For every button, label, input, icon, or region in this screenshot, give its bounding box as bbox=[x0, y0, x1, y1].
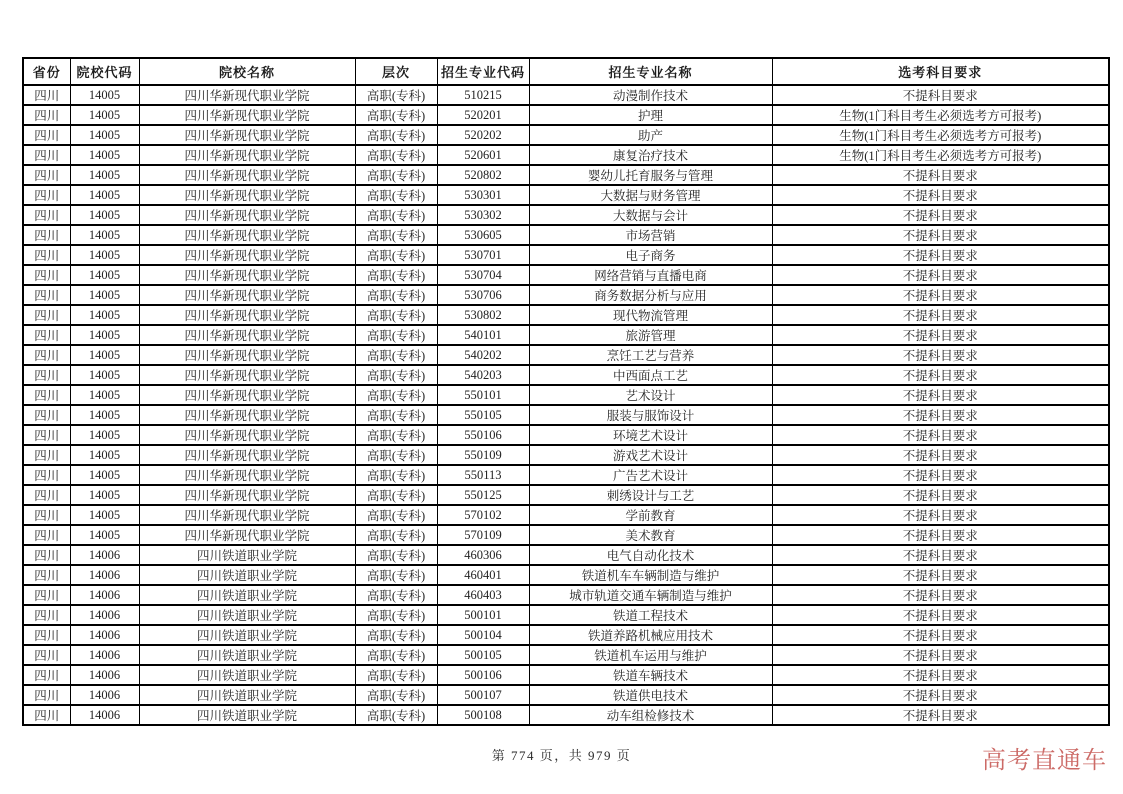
cell-college_code: 14006 bbox=[70, 585, 139, 605]
table-row bbox=[23, 385, 1109, 405]
cell-major_code: 460306 bbox=[437, 545, 529, 565]
cell-major_name: 电子商务 bbox=[529, 245, 772, 265]
cell-requirement: 不提科目要求 bbox=[772, 345, 1109, 365]
cell-college_name: 四川华新现代职业学院 bbox=[139, 445, 355, 465]
table-row bbox=[23, 625, 1109, 645]
table-row bbox=[23, 525, 1109, 545]
cell-college_name: 四川铁道职业学院 bbox=[139, 625, 355, 645]
cell-college_code: 14005 bbox=[70, 465, 139, 485]
table-row bbox=[23, 585, 1109, 605]
cell-level: 高职(专科) bbox=[355, 505, 437, 525]
cell-requirement: 不提科目要求 bbox=[772, 645, 1109, 665]
cell-major_name: 助产 bbox=[529, 125, 772, 145]
cell-college_name: 四川华新现代职业学院 bbox=[139, 465, 355, 485]
cell-college_code: 14006 bbox=[70, 665, 139, 685]
cell-major_code: 500108 bbox=[437, 705, 529, 725]
cell-level: 高职(专科) bbox=[355, 425, 437, 445]
cell-college_name: 四川华新现代职业学院 bbox=[139, 225, 355, 245]
cell-major_code: 530301 bbox=[437, 185, 529, 205]
cell-college_code: 14005 bbox=[70, 345, 139, 365]
cell-college_code: 14005 bbox=[70, 105, 139, 125]
cell-requirement: 不提科目要求 bbox=[772, 605, 1109, 625]
cell-requirement: 不提科目要求 bbox=[772, 365, 1109, 385]
cell-major_code: 500106 bbox=[437, 665, 529, 685]
cell-province: 四川 bbox=[23, 425, 70, 445]
table-row bbox=[23, 305, 1109, 325]
cell-province: 四川 bbox=[23, 705, 70, 725]
cell-level: 高职(专科) bbox=[355, 605, 437, 625]
table-row bbox=[23, 445, 1109, 465]
cell-requirement: 不提科目要求 bbox=[772, 325, 1109, 345]
cell-college_code: 14005 bbox=[70, 225, 139, 245]
cell-province: 四川 bbox=[23, 445, 70, 465]
cell-province: 四川 bbox=[23, 365, 70, 385]
cell-level: 高职(专科) bbox=[355, 185, 437, 205]
cell-college_name: 四川华新现代职业学院 bbox=[139, 245, 355, 265]
cell-college_code: 14005 bbox=[70, 165, 139, 185]
cell-requirement: 不提科目要求 bbox=[772, 225, 1109, 245]
cell-major_name: 网络营销与直播电商 bbox=[529, 265, 772, 285]
cell-college_code: 14005 bbox=[70, 245, 139, 265]
cell-level: 高职(专科) bbox=[355, 565, 437, 585]
table-row bbox=[23, 85, 1109, 105]
table-row bbox=[23, 165, 1109, 185]
cell-college_name: 四川华新现代职业学院 bbox=[139, 385, 355, 405]
cell-province: 四川 bbox=[23, 505, 70, 525]
cell-college_code: 14006 bbox=[70, 605, 139, 625]
cell-major_code: 550106 bbox=[437, 425, 529, 445]
cell-province: 四川 bbox=[23, 165, 70, 185]
cell-major_code: 570109 bbox=[437, 525, 529, 545]
cell-level: 高职(专科) bbox=[355, 345, 437, 365]
cell-province: 四川 bbox=[23, 105, 70, 125]
cell-major_name: 城市轨道交通车辆制造与维护 bbox=[529, 585, 772, 605]
cell-college_name: 四川华新现代职业学院 bbox=[139, 125, 355, 145]
table-row bbox=[23, 245, 1109, 265]
table-row bbox=[23, 685, 1109, 705]
cell-college_code: 14005 bbox=[70, 185, 139, 205]
cell-college_name: 四川华新现代职业学院 bbox=[139, 305, 355, 325]
cell-major_code: 510215 bbox=[437, 85, 529, 105]
cell-province: 四川 bbox=[23, 525, 70, 545]
cell-requirement: 不提科目要求 bbox=[772, 165, 1109, 185]
cell-college_code: 14005 bbox=[70, 485, 139, 505]
cell-province: 四川 bbox=[23, 265, 70, 285]
cell-level: 高职(专科) bbox=[355, 285, 437, 305]
cell-major_code: 520601 bbox=[437, 145, 529, 165]
admissions-table-container bbox=[22, 57, 1108, 726]
cell-level: 高职(专科) bbox=[355, 685, 437, 705]
cell-requirement: 不提科目要求 bbox=[772, 405, 1109, 425]
cell-level: 高职(专科) bbox=[355, 405, 437, 425]
cell-major_code: 550105 bbox=[437, 405, 529, 425]
cell-requirement: 不提科目要求 bbox=[772, 705, 1109, 725]
cell-college_code: 14005 bbox=[70, 265, 139, 285]
cell-requirement: 不提科目要求 bbox=[772, 205, 1109, 225]
cell-province: 四川 bbox=[23, 685, 70, 705]
admissions-table bbox=[22, 57, 1110, 726]
table-row bbox=[23, 425, 1109, 445]
cell-major_name: 美术教育 bbox=[529, 525, 772, 545]
cell-college_name: 四川华新现代职业学院 bbox=[139, 505, 355, 525]
header-cell-major-code: 招生专业代码 bbox=[437, 58, 529, 85]
cell-province: 四川 bbox=[23, 125, 70, 145]
cell-college_name: 四川华新现代职业学院 bbox=[139, 485, 355, 505]
cell-requirement: 不提科目要求 bbox=[772, 465, 1109, 485]
cell-province: 四川 bbox=[23, 605, 70, 625]
cell-province: 四川 bbox=[23, 465, 70, 485]
cell-level: 高职(专科) bbox=[355, 525, 437, 545]
cell-college_name: 四川华新现代职业学院 bbox=[139, 165, 355, 185]
cell-province: 四川 bbox=[23, 645, 70, 665]
cell-major_name: 电气自动化技术 bbox=[529, 545, 772, 565]
cell-college_name: 四川铁道职业学院 bbox=[139, 665, 355, 685]
table-row bbox=[23, 205, 1109, 225]
cell-province: 四川 bbox=[23, 225, 70, 245]
footer-brand-logo: 高考直通车 bbox=[982, 748, 1107, 774]
cell-province: 四川 bbox=[23, 145, 70, 165]
cell-province: 四川 bbox=[23, 205, 70, 225]
cell-level: 高职(专科) bbox=[355, 485, 437, 505]
cell-major_code: 540203 bbox=[437, 365, 529, 385]
cell-college_code: 14005 bbox=[70, 525, 139, 545]
header-cell-college-code: 院校代码 bbox=[70, 58, 139, 85]
cell-level: 高职(专科) bbox=[355, 305, 437, 325]
cell-college_code: 14005 bbox=[70, 285, 139, 305]
cell-college_name: 四川华新现代职业学院 bbox=[139, 85, 355, 105]
cell-requirement: 不提科目要求 bbox=[772, 485, 1109, 505]
cell-college_code: 14005 bbox=[70, 505, 139, 525]
header-cell-level: 层次 bbox=[355, 58, 437, 85]
cell-college_code: 14005 bbox=[70, 85, 139, 105]
cell-major_name: 铁道供电技术 bbox=[529, 685, 772, 705]
cell-major_code: 540202 bbox=[437, 345, 529, 365]
cell-major_code: 530704 bbox=[437, 265, 529, 285]
cell-major_code: 520802 bbox=[437, 165, 529, 185]
cell-college_code: 14006 bbox=[70, 565, 139, 585]
cell-college_name: 四川华新现代职业学院 bbox=[139, 345, 355, 365]
table-row bbox=[23, 605, 1109, 625]
cell-major_code: 570102 bbox=[437, 505, 529, 525]
cell-level: 高职(专科) bbox=[355, 445, 437, 465]
cell-college_name: 四川华新现代职业学院 bbox=[139, 285, 355, 305]
cell-province: 四川 bbox=[23, 665, 70, 685]
cell-level: 高职(专科) bbox=[355, 585, 437, 605]
cell-level: 高职(专科) bbox=[355, 85, 437, 105]
cell-province: 四川 bbox=[23, 545, 70, 565]
cell-major_code: 500107 bbox=[437, 685, 529, 705]
cell-major_name: 护理 bbox=[529, 105, 772, 125]
cell-level: 高职(专科) bbox=[355, 105, 437, 125]
cell-requirement: 生物(1门科目考生必须选考方可报考) bbox=[772, 125, 1109, 145]
cell-major_name: 艺术设计 bbox=[529, 385, 772, 405]
cell-major_code: 550109 bbox=[437, 445, 529, 465]
cell-province: 四川 bbox=[23, 85, 70, 105]
cell-major_code: 550101 bbox=[437, 385, 529, 405]
cell-province: 四川 bbox=[23, 625, 70, 645]
cell-major_name: 旅游管理 bbox=[529, 325, 772, 345]
cell-college_code: 14005 bbox=[70, 445, 139, 465]
cell-college_code: 14006 bbox=[70, 545, 139, 565]
cell-college_name: 四川华新现代职业学院 bbox=[139, 185, 355, 205]
cell-level: 高职(专科) bbox=[355, 165, 437, 185]
cell-requirement: 不提科目要求 bbox=[772, 545, 1109, 565]
cell-level: 高职(专科) bbox=[355, 385, 437, 405]
table-row bbox=[23, 125, 1109, 145]
cell-major_code: 530706 bbox=[437, 285, 529, 305]
cell-requirement: 不提科目要求 bbox=[772, 685, 1109, 705]
cell-level: 高职(专科) bbox=[355, 705, 437, 725]
table-row bbox=[23, 225, 1109, 245]
cell-level: 高职(专科) bbox=[355, 265, 437, 285]
cell-major_name: 动漫制作技术 bbox=[529, 85, 772, 105]
table-row bbox=[23, 105, 1109, 125]
cell-requirement: 不提科目要求 bbox=[772, 185, 1109, 205]
cell-college_code: 14005 bbox=[70, 125, 139, 145]
cell-major_name: 刺绣设计与工艺 bbox=[529, 485, 772, 505]
cell-college_code: 14005 bbox=[70, 385, 139, 405]
cell-college_name: 四川铁道职业学院 bbox=[139, 565, 355, 585]
cell-college_code: 14006 bbox=[70, 705, 139, 725]
cell-major_name: 现代物流管理 bbox=[529, 305, 772, 325]
table-row bbox=[23, 285, 1109, 305]
cell-province: 四川 bbox=[23, 385, 70, 405]
cell-college_code: 14005 bbox=[70, 205, 139, 225]
cell-college_code: 14005 bbox=[70, 305, 139, 325]
cell-major_code: 500101 bbox=[437, 605, 529, 625]
cell-major_code: 540101 bbox=[437, 325, 529, 345]
cell-requirement: 不提科目要求 bbox=[772, 665, 1109, 685]
cell-level: 高职(专科) bbox=[355, 125, 437, 145]
cell-major_name: 铁道机车运用与维护 bbox=[529, 645, 772, 665]
table-row bbox=[23, 365, 1109, 385]
cell-requirement: 生物(1门科目考生必须选考方可报考) bbox=[772, 145, 1109, 165]
cell-major_name: 大数据与财务管理 bbox=[529, 185, 772, 205]
table-row bbox=[23, 265, 1109, 285]
cell-requirement: 不提科目要求 bbox=[772, 285, 1109, 305]
cell-major_code: 530802 bbox=[437, 305, 529, 325]
cell-requirement: 不提科目要求 bbox=[772, 625, 1109, 645]
table-row bbox=[23, 405, 1109, 425]
cell-major_code: 550113 bbox=[437, 465, 529, 485]
cell-province: 四川 bbox=[23, 485, 70, 505]
cell-major_name: 商务数据分析与应用 bbox=[529, 285, 772, 305]
cell-major_name: 学前教育 bbox=[529, 505, 772, 525]
cell-level: 高职(专科) bbox=[355, 665, 437, 685]
cell-major_code: 530701 bbox=[437, 245, 529, 265]
cell-major_code: 530605 bbox=[437, 225, 529, 245]
table-row bbox=[23, 665, 1109, 685]
cell-major_name: 铁道工程技术 bbox=[529, 605, 772, 625]
cell-requirement: 不提科目要求 bbox=[772, 265, 1109, 285]
cell-level: 高职(专科) bbox=[355, 245, 437, 265]
cell-province: 四川 bbox=[23, 305, 70, 325]
cell-college_name: 四川铁道职业学院 bbox=[139, 605, 355, 625]
cell-province: 四川 bbox=[23, 565, 70, 585]
cell-requirement: 不提科目要求 bbox=[772, 425, 1109, 445]
cell-major_name: 动车组检修技术 bbox=[529, 705, 772, 725]
cell-college_name: 四川铁道职业学院 bbox=[139, 705, 355, 725]
cell-major_name: 环境艺术设计 bbox=[529, 425, 772, 445]
cell-major_name: 铁道养路机械应用技术 bbox=[529, 625, 772, 645]
cell-requirement: 不提科目要求 bbox=[772, 505, 1109, 525]
cell-major_name: 游戏艺术设计 bbox=[529, 445, 772, 465]
cell-major_code: 500104 bbox=[437, 625, 529, 645]
cell-college_name: 四川华新现代职业学院 bbox=[139, 105, 355, 125]
cell-requirement: 不提科目要求 bbox=[772, 305, 1109, 325]
cell-major_name: 铁道车辆技术 bbox=[529, 665, 772, 685]
header-cell-major-name: 招生专业名称 bbox=[529, 58, 772, 85]
cell-college_name: 四川铁道职业学院 bbox=[139, 645, 355, 665]
cell-level: 高职(专科) bbox=[355, 325, 437, 345]
header-cell-requirement: 选考科目要求 bbox=[772, 58, 1109, 85]
cell-major_name: 市场营销 bbox=[529, 225, 772, 245]
cell-major_code: 550125 bbox=[437, 485, 529, 505]
cell-college_name: 四川铁道职业学院 bbox=[139, 685, 355, 705]
cell-major_name: 铁道机车车辆制造与维护 bbox=[529, 565, 772, 585]
cell-province: 四川 bbox=[23, 325, 70, 345]
cell-requirement: 不提科目要求 bbox=[772, 445, 1109, 465]
cell-level: 高职(专科) bbox=[355, 225, 437, 245]
cell-level: 高职(专科) bbox=[355, 645, 437, 665]
cell-major_code: 460403 bbox=[437, 585, 529, 605]
cell-major_code: 530302 bbox=[437, 205, 529, 225]
cell-level: 高职(专科) bbox=[355, 145, 437, 165]
cell-college_code: 14006 bbox=[70, 625, 139, 645]
cell-province: 四川 bbox=[23, 185, 70, 205]
cell-major_code: 520201 bbox=[437, 105, 529, 125]
table-body bbox=[23, 85, 1109, 725]
cell-level: 高职(专科) bbox=[355, 625, 437, 645]
cell-college_code: 14005 bbox=[70, 365, 139, 385]
cell-major_name: 大数据与会计 bbox=[529, 205, 772, 225]
cell-requirement: 生物(1门科目考生必须选考方可报考) bbox=[772, 105, 1109, 125]
cell-major_code: 500105 bbox=[437, 645, 529, 665]
cell-requirement: 不提科目要求 bbox=[772, 525, 1109, 545]
cell-college_code: 14005 bbox=[70, 325, 139, 345]
cell-major_code: 460401 bbox=[437, 565, 529, 585]
cell-requirement: 不提科目要求 bbox=[772, 85, 1109, 105]
cell-major_code: 520202 bbox=[437, 125, 529, 145]
cell-college_name: 四川华新现代职业学院 bbox=[139, 205, 355, 225]
cell-requirement: 不提科目要求 bbox=[772, 385, 1109, 405]
header-cell-province: 省份 bbox=[23, 58, 70, 85]
cell-college_name: 四川华新现代职业学院 bbox=[139, 425, 355, 445]
cell-college_code: 14005 bbox=[70, 405, 139, 425]
table-row bbox=[23, 565, 1109, 585]
cell-level: 高职(专科) bbox=[355, 365, 437, 385]
cell-major_name: 康复治疗技术 bbox=[529, 145, 772, 165]
cell-level: 高职(专科) bbox=[355, 545, 437, 565]
table-row bbox=[23, 185, 1109, 205]
cell-province: 四川 bbox=[23, 245, 70, 265]
cell-college_name: 四川华新现代职业学院 bbox=[139, 365, 355, 385]
table-row bbox=[23, 705, 1109, 725]
table-row bbox=[23, 465, 1109, 485]
table-row bbox=[23, 325, 1109, 345]
cell-level: 高职(专科) bbox=[355, 465, 437, 485]
footer-page-info: 第 774 页，共 979 页 bbox=[491, 748, 632, 763]
cell-college_name: 四川华新现代职业学院 bbox=[139, 145, 355, 165]
cell-province: 四川 bbox=[23, 585, 70, 605]
cell-college_name: 四川华新现代职业学院 bbox=[139, 325, 355, 345]
cell-college_name: 四川华新现代职业学院 bbox=[139, 405, 355, 425]
cell-college_code: 14005 bbox=[70, 145, 139, 165]
table-row bbox=[23, 645, 1109, 665]
cell-major_name: 婴幼儿托育服务与管理 bbox=[529, 165, 772, 185]
cell-college_name: 四川铁道职业学院 bbox=[139, 585, 355, 605]
cell-college_code: 14005 bbox=[70, 425, 139, 445]
table-row bbox=[23, 145, 1109, 165]
cell-major_name: 烹饪工艺与营养 bbox=[529, 345, 772, 365]
cell-level: 高职(专科) bbox=[355, 205, 437, 225]
header-cell-college-name: 院校名称 bbox=[139, 58, 355, 85]
cell-major_name: 服装与服饰设计 bbox=[529, 405, 772, 425]
cell-requirement: 不提科目要求 bbox=[772, 245, 1109, 265]
table-row bbox=[23, 505, 1109, 525]
table-row bbox=[23, 485, 1109, 505]
cell-requirement: 不提科目要求 bbox=[772, 585, 1109, 605]
cell-college_code: 14006 bbox=[70, 685, 139, 705]
table-header-row bbox=[23, 58, 1109, 85]
cell-college_code: 14006 bbox=[70, 645, 139, 665]
cell-province: 四川 bbox=[23, 285, 70, 305]
cell-college_name: 四川华新现代职业学院 bbox=[139, 265, 355, 285]
cell-college_name: 四川铁道职业学院 bbox=[139, 545, 355, 565]
cell-major_name: 广告艺术设计 bbox=[529, 465, 772, 485]
cell-requirement: 不提科目要求 bbox=[772, 565, 1109, 585]
table-row bbox=[23, 545, 1109, 565]
cell-province: 四川 bbox=[23, 345, 70, 365]
cell-college_name: 四川华新现代职业学院 bbox=[139, 525, 355, 545]
table-row bbox=[23, 345, 1109, 365]
cell-major_name: 中西面点工艺 bbox=[529, 365, 772, 385]
cell-province: 四川 bbox=[23, 405, 70, 425]
